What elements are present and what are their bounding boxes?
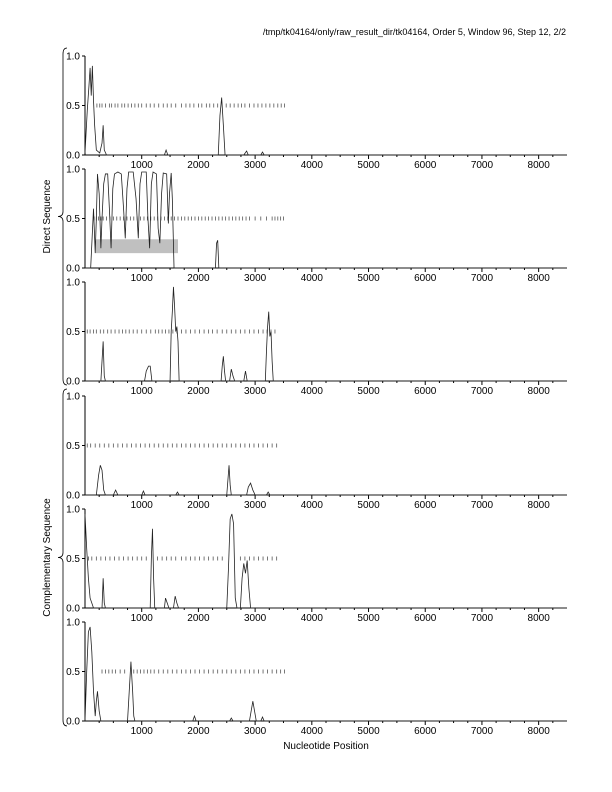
y-tick-label: 0.5: [66, 667, 80, 678]
panel-2: [66, 165, 567, 285]
x-tick-label: 5000: [357, 613, 380, 624]
y-tick-label: 0.5: [66, 214, 80, 225]
x-tick-label: 7000: [470, 386, 494, 397]
x-tick-label: 3000: [243, 500, 267, 511]
y-tick-label: 1.0: [66, 504, 80, 516]
x-tick-label: 6000: [414, 500, 437, 511]
panel-1: [66, 52, 567, 172]
panels: [66, 52, 567, 738]
y-tick-label: 0.0: [66, 263, 80, 275]
x-tick-label: 1000: [130, 160, 153, 171]
x-tick-label: 7000: [470, 726, 494, 737]
header-text: /tmp/tk04164/only/raw_result_dir/tk04164, Order 5, Window 96, Step 12, 2/2: [262, 27, 566, 37]
series-line: [85, 66, 567, 155]
x-tick-label: 5000: [357, 386, 380, 397]
y-tick-label: 1.0: [66, 51, 80, 63]
panel-3: [66, 278, 567, 398]
x-tick-label: 2000: [187, 386, 210, 397]
x-tick-label: 3000: [243, 160, 267, 171]
panel-5: [66, 505, 567, 625]
x-tick-label: 4000: [300, 160, 323, 171]
x-tick-label: 6000: [414, 613, 437, 624]
x-tick-label: 4000: [300, 500, 323, 511]
y-tick-label: 0.0: [66, 716, 80, 728]
x-tick-label: 5000: [357, 273, 380, 284]
x-axis-title: Nucleotide Position: [283, 741, 369, 752]
x-tick-label: 6000: [414, 386, 437, 397]
x-tick-label: 8000: [527, 273, 550, 284]
x-tick-label: 4000: [300, 273, 323, 284]
x-tick-label: 8000: [527, 160, 550, 171]
series-line: [85, 287, 567, 381]
y-tick-label: 0.5: [66, 441, 80, 452]
x-tick-label: 1000: [130, 726, 153, 737]
x-tick-label: 1000: [130, 500, 153, 511]
y-tick-label: 0.0: [66, 603, 80, 615]
x-tick-label: 1000: [130, 273, 153, 284]
x-tick-label: 7000: [470, 613, 494, 624]
x-tick-label: 2000: [187, 160, 210, 171]
panel-6: [66, 618, 567, 738]
series-line: [85, 514, 567, 608]
x-tick-label: 4000: [300, 386, 323, 397]
x-tick-label: 5000: [357, 160, 380, 171]
x-tick-label: 4000: [300, 726, 323, 737]
x-tick-label: 1000: [130, 613, 153, 624]
y-tick-label: 1.0: [66, 391, 80, 403]
x-tick-label: 6000: [414, 273, 437, 284]
direct-sequence-label: Direct Sequence: [42, 179, 53, 254]
x-tick-label: 8000: [527, 613, 550, 624]
x-tick-label: 7000: [470, 273, 494, 284]
y-tick-label: 0.5: [66, 327, 80, 338]
x-tick-label: 5000: [357, 726, 380, 737]
series-line: [85, 465, 567, 495]
x-tick-label: 8000: [527, 500, 550, 511]
x-tick-label: 3000: [243, 386, 267, 397]
highlight-box: [96, 239, 178, 253]
x-tick-label: 2000: [187, 500, 210, 511]
x-tick-label: 4000: [300, 613, 323, 624]
y-tick-label: 0.0: [66, 490, 80, 502]
panel-4: [66, 392, 567, 512]
x-tick-label: 6000: [414, 726, 437, 737]
y-tick-label: 0.5: [66, 101, 80, 112]
y-tick-label: 0.5: [66, 554, 80, 565]
x-tick-label: 1000: [130, 386, 153, 397]
x-tick-label: 8000: [527, 726, 550, 737]
x-tick-label: 2000: [187, 273, 210, 284]
y-tick-label: 0.0: [66, 376, 80, 388]
y-tick-label: 1.0: [66, 164, 80, 176]
x-tick-label: 3000: [243, 273, 267, 284]
x-tick-label: 3000: [243, 726, 267, 737]
group-brackets: [42, 48, 67, 726]
x-tick-label: 5000: [357, 500, 380, 511]
x-tick-label: 7000: [470, 160, 494, 171]
x-tick-label: 6000: [414, 160, 437, 171]
x-tick-label: 3000: [243, 613, 267, 624]
y-tick-label: 0.0: [66, 150, 80, 162]
y-tick-label: 1.0: [66, 277, 80, 289]
x-tick-label: 8000: [527, 386, 550, 397]
complementary-sequence-label: Complementary Sequence: [42, 498, 53, 617]
x-tick-label: 7000: [470, 500, 494, 511]
x-tick-label: 2000: [187, 726, 210, 737]
x-tick-label: 2000: [187, 613, 210, 624]
series-line: [85, 627, 567, 721]
y-tick-label: 1.0: [66, 617, 80, 629]
